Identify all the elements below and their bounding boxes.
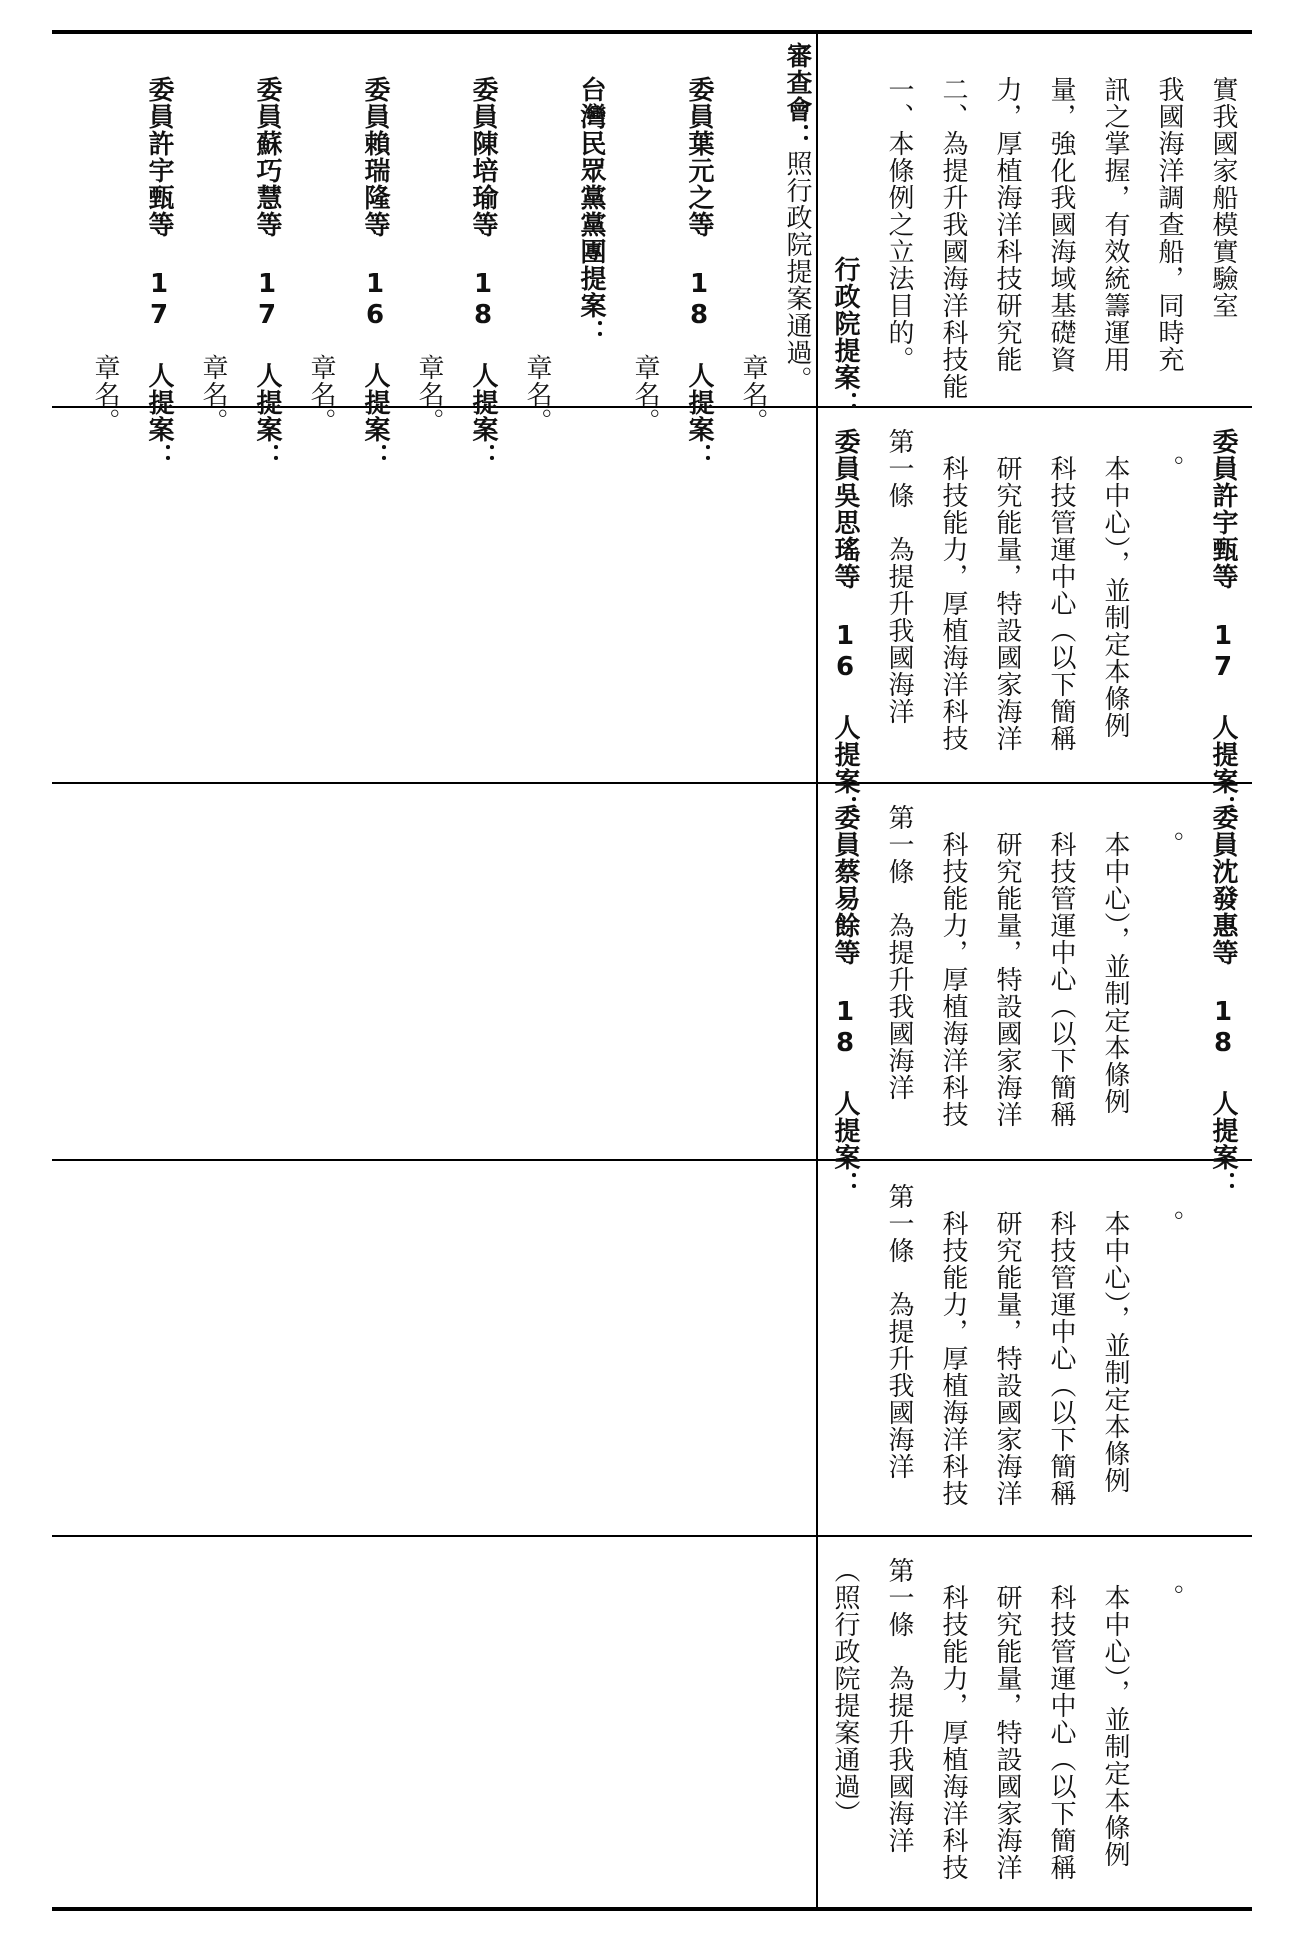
proposer-heading: 委員許宇甄等 17 人提案： (1208, 428, 1238, 822)
text-column: 章名。 (738, 354, 768, 435)
text-column: 科技管運中心（以下簡稱 (1046, 804, 1076, 1128)
text-column: 研究能量，特設國家海洋 (992, 1557, 1022, 1881)
row-4-left-cell (56, 1161, 814, 1535)
text-column: 章名。 (414, 354, 444, 435)
text-column: 科技管運中心（以下簡稱 (1046, 428, 1076, 752)
text-column: 量，強化我國海域基礎資 (1046, 76, 1076, 373)
text-column: 研究能量，特設國家海洋 (992, 428, 1022, 752)
proposer-heading: 行政院提案： (830, 256, 860, 418)
text-column: 訊之掌握，有效統籌運用 (1100, 76, 1130, 373)
text-column: 研究能量，特設國家海洋 (992, 804, 1022, 1128)
text-column: 二、為提升我國海洋科技能 (938, 76, 968, 400)
text-column: 科技能力，厚植海洋科技 (938, 804, 968, 1128)
text-column: 。 (1154, 804, 1184, 858)
text-column: 第一條 為提升我國海洋 (884, 1183, 914, 1480)
row-1-right-cell (818, 34, 1252, 418)
text-column: 章名。 (306, 354, 336, 435)
proposer-heading: 台灣民眾黨黨團提案： (576, 76, 606, 346)
text-column: 力，厚植海洋科技研究能 (992, 76, 1022, 373)
text-column: 本中心），並制定本條例 (1100, 804, 1130, 1115)
text-column: 本中心），並制定本條例 (1100, 1183, 1130, 1494)
text-column: 我國海洋調查船，同時充 (1154, 76, 1184, 373)
proposer-heading: 委員沈發惠等 18 人提案： (1208, 804, 1238, 1198)
proposer-heading: 委員吳思瑤等 16 人提案： (830, 428, 860, 822)
text-column: 本中心），並制定本條例 (1100, 428, 1130, 739)
row-1-left-cell (56, 34, 814, 470)
text-column: 本中心），並制定本條例 (1100, 1557, 1130, 1868)
text-column: 科技管運中心（以下簡稱 (1046, 1557, 1076, 1881)
row-4-right-cell (818, 1161, 1252, 1535)
row-5-left-cell (56, 1537, 814, 1907)
text-column: 科技能力，厚植海洋科技 (938, 428, 968, 752)
text-column: 第一條 為提升我國海洋 (884, 428, 914, 725)
review-committee-decision (784, 42, 810, 393)
proposer-heading: 委員蘇巧慧等 17 人提案： (252, 76, 282, 470)
proposer-heading: 委員蔡易餘等 18 人提案： (830, 804, 860, 1198)
text-column: 科技管運中心（以下簡稱 (1046, 1183, 1076, 1507)
text-column: 第一條 為提升我國海洋 (884, 804, 914, 1101)
bottom-rule (52, 1907, 1252, 1911)
text-column: 第一條 為提升我國海洋 (884, 1557, 914, 1854)
text-column: 。 (1154, 1557, 1184, 1611)
text-column: 。 (1154, 1183, 1184, 1237)
text-column: 科技能力，厚植海洋科技 (938, 1557, 968, 1881)
text-column: 一、本條例之立法目的。 (884, 76, 914, 373)
text-column: 研究能量，特設國家海洋 (992, 1183, 1022, 1507)
review-committee-label: 審查會： (782, 42, 812, 150)
row-3-right-cell (818, 784, 1252, 1198)
proposer-heading: 委員陳培瑜等 18 人提案： (468, 76, 498, 470)
row-5-right-cell (818, 1537, 1252, 1907)
row-2-right-cell (818, 408, 1252, 822)
text-column: 章名。 (522, 354, 552, 435)
text-column: 章名。 (198, 354, 228, 435)
text-column: 章名。 (90, 354, 120, 435)
proposer-heading: 委員葉元之等 18 人提案： (684, 76, 714, 470)
proposer-heading: 委員許宇甄等 17 人提案： (144, 76, 174, 470)
text-column: 章名。 (630, 354, 660, 435)
adoption-note: （照行政院提案通過） (830, 1557, 860, 1827)
review-committee-text: 照行政院提案通過。 (782, 150, 812, 393)
text-column: 實我國家船模實驗室 (1208, 76, 1238, 319)
proposer-heading: 委員賴瑞隆等 16 人提案： (360, 76, 390, 470)
text-column: 。 (1154, 428, 1184, 482)
text-column: 科技能力，厚植海洋科技 (938, 1183, 968, 1507)
row-3-left-cell (56, 784, 814, 1159)
row-2-left-cell (56, 408, 814, 782)
